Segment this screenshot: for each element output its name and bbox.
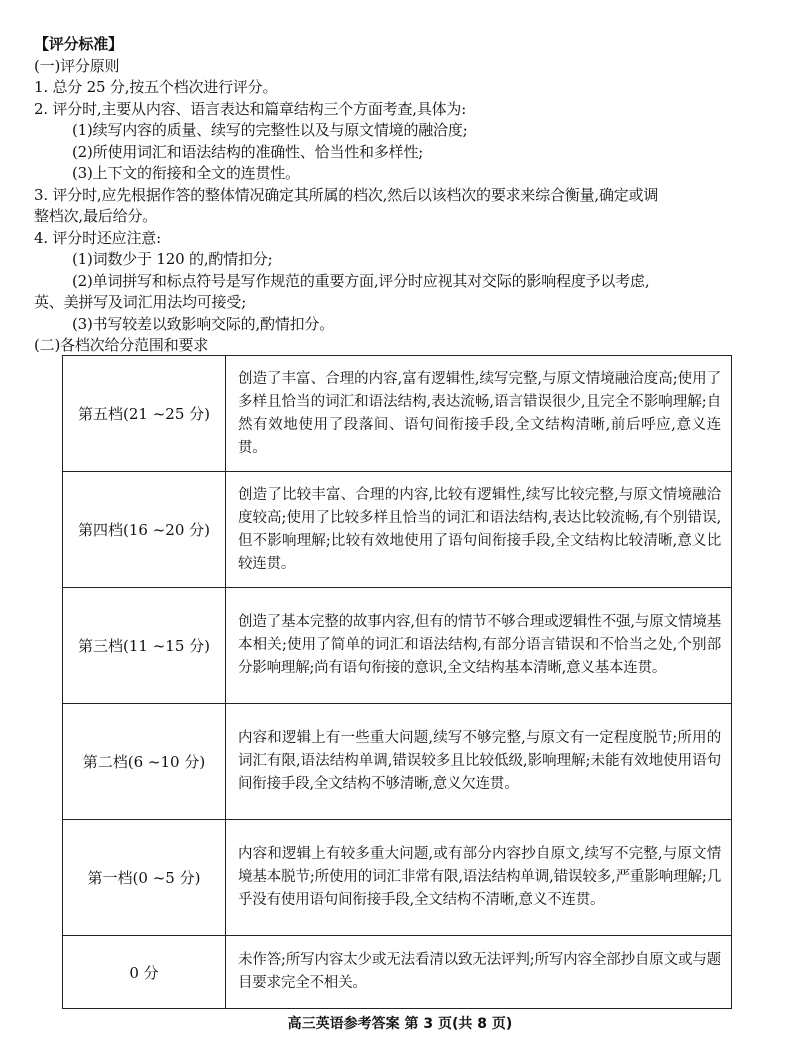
principle-line: 1. 总分 25 分,按五个档次进行评分。: [34, 78, 278, 96]
principle-line: 整档次,最后给分。: [34, 207, 157, 225]
grade-level-label: 0 分: [63, 936, 226, 1009]
section-title: 【评分标准】: [34, 35, 123, 53]
scoring-criteria-section: [34, 34, 750, 357]
page-footer: 高三英语参考答案 第 3 页(共 8 页): [287, 1016, 513, 1032]
principles-heading: (一)评分原则: [34, 56, 120, 75]
principle-line: 英、美拼写及词汇用法均可接受;: [34, 293, 247, 311]
principle-line: (1)词数少于 120 的,酌情扣分;: [72, 250, 273, 268]
grade-level-description: 内容和逻辑上有一些重大问题,续写不够完整,与原文有一定程度脱节;所用的词汇有限,语法结构单调,错误较多且比较低级,影响理解;未能有效地使用语句间衔接手段,全文结构不够清晰,意义欠连贯。: [226, 704, 732, 820]
grade-level-label: 第一档(0 ~5 分): [63, 820, 226, 936]
grade-level-label: 第二档(6 ~10 分): [63, 704, 226, 820]
principle-line: 3. 评分时,应先根据作答的整体情况确定其所属的档次,然后以该档次的要求来综合衡量,确定或调: [34, 185, 659, 204]
grade-level-label: 第四档(16 ~20 分): [63, 472, 226, 588]
principles-list: [34, 77, 750, 335]
grade-level-description: 创造了比较丰富、合理的内容,比较有逻辑性,续写比较完整,与原文情境融洽度较高;使用了比较多样且恰当的词汇和语法结构,表达比较流畅,有个别错误,但不影响理解;比较有效地使用了语句间衔接手段,全文结构比较清晰,意义比较连贯。: [226, 472, 732, 588]
grade-level-description: 创造了基本完整的故事内容,但有的情节不够合理或逻辑性不强,与原文情境基本相关;使用了简单的词汇和语法结构,有部分语言错误和不恰当之处,个别部分影响理解;尚有语句衔接的意识,全文结构基本清晰,意义基本连贯。: [226, 588, 732, 704]
grade-level-row: [63, 936, 732, 1009]
grade-level-row: [63, 472, 732, 588]
grade-level-description: 创造了丰富、合理的内容,富有逻辑性,续写完整,与原文情境融洽度高;使用了多样且恰当的词汇和语法结构,表达流畅,语言错误很少,且完全不影响理解;自然有效地使用了段落间、语句间衔接手段,全文结构清晰,前后呼应,意义连贯。: [226, 356, 732, 472]
grade-level-row: [63, 704, 732, 820]
principle-line: 2. 评分时,主要从内容、语言表达和篇章结构三个方面考查,具体为:: [34, 99, 467, 118]
grade-level-row: [63, 356, 732, 472]
levels-heading: (二)各档次给分范围和要求: [34, 336, 209, 354]
principle-line: (3)书写较差以致影响交际的,酌情扣分。: [72, 314, 335, 333]
grade-level-label: 第三档(11 ~15 分): [63, 588, 226, 704]
principle-line: 4. 评分时还应注意:: [34, 228, 161, 247]
grade-level-description: 内容和逻辑上有较多重大问题,或有部分内容抄自原文,续写不完整,与原文情境基本脱节;所使用的词汇非常有限,语法结构单调,错误较多,严重影响理解;几乎没有使用语句间衔接手段,全文结构不清晰,意义不连贯。: [226, 820, 732, 936]
principle-line: (3)上下文的衔接和全文的连贯性。: [72, 164, 300, 182]
grade-levels-table: [62, 355, 732, 1009]
principle-line: (1)续写内容的质量、续写的完整性以及与原文情境的融洽度;: [72, 121, 468, 139]
grade-level-row: [63, 588, 732, 704]
grade-level-row: [63, 820, 732, 936]
principle-line: (2)单词拼写和标点符号是写作规范的重要方面,评分时应视其对交际的影响程度予以考虑,: [72, 271, 650, 290]
principle-line: (2)所使用词汇和语法结构的准确性、恰当性和多样性;: [72, 142, 424, 161]
grade-level-description: 未作答;所写内容太少或无法看清以致无法评判;所写内容全部抄自原文或与题目要求完全不相关。: [226, 936, 732, 1009]
grade-level-label: 第五档(21 ~25 分): [63, 356, 226, 472]
